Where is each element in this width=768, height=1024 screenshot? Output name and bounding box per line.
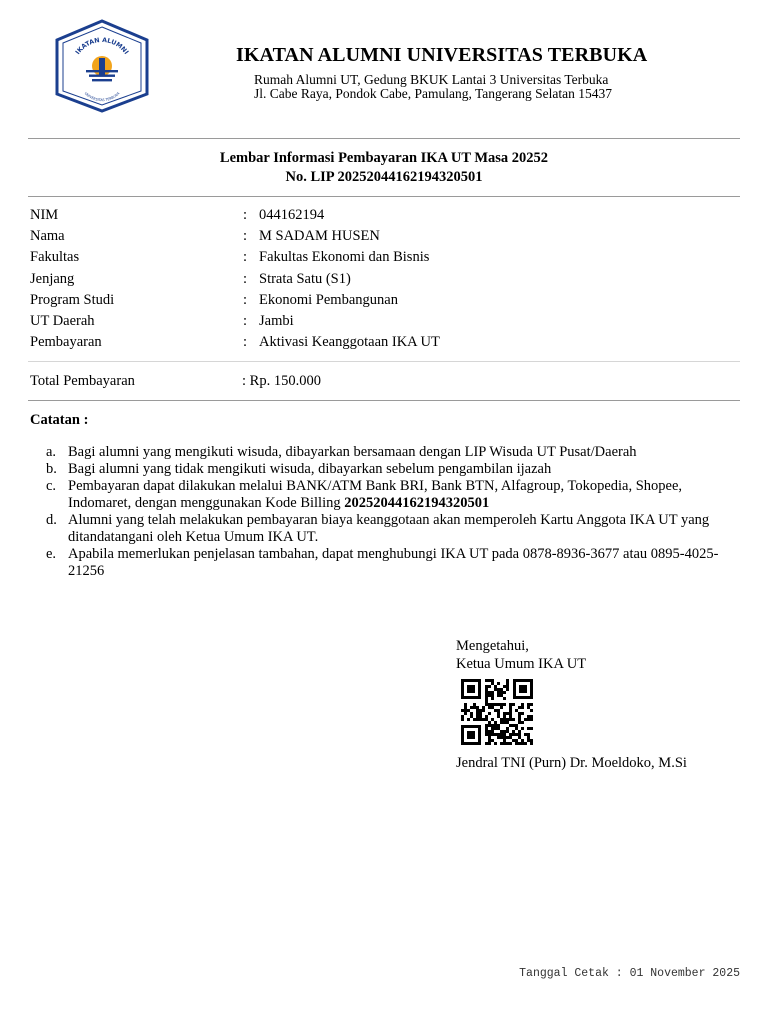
list-item (46, 461, 736, 478)
billing-code: 20252044162194320501 (344, 495, 490, 511)
ika-ut-logo-icon (52, 18, 152, 114)
note-text: Pembayaran dapat dilakukan melalui BANK/ATM Bank BRI, Bank BTN, Alfagroup, Tokopedia, Shopee, Indomaret, dengan menggunakan Kode Billing (68, 478, 683, 511)
info-label: NIM (30, 207, 59, 223)
info-label: Fakultas (30, 249, 80, 266)
info-colon: : (243, 207, 248, 223)
info-label: Jenjang (30, 270, 75, 287)
divider (28, 361, 740, 362)
info-value: Jambi (259, 312, 294, 329)
address-line-1: Rumah Alumni UT, Gedung BKUK Lantai 3 Universitas Terbuka (254, 72, 609, 87)
info-value: M SADAM HUSEN (259, 228, 380, 245)
note-letter: e. (46, 546, 57, 562)
info-value: Fakultas Ekonomi dan Bisnis (259, 249, 430, 266)
signer-name: Jendral TNI (Purn) Dr. Moeldoko, M.Si (456, 755, 687, 771)
list-item (46, 512, 736, 546)
notes-list (46, 444, 736, 580)
list-item (46, 478, 736, 512)
info-colon: : (243, 249, 248, 266)
note-text: Alumni yang telah melakukan pembayaran biaya keanggotaan akan memperoleh Kartu Anggota IKA UT yang ditandatangani oleh Ketua Umum IKA UT. (68, 512, 710, 545)
info-colon: : (243, 228, 248, 245)
logo-text-top: IKATAN ALUMNI (74, 36, 130, 56)
notes-title: Catatan : (30, 412, 89, 428)
logo-text-bottom: UNIVERSITAS TERBUKA (83, 91, 121, 103)
note-text: Bagi alumni yang mengikuti wisuda, dibayarkan bersamaan dengan LIP Wisuda UT Pusat/Daerah (68, 444, 637, 460)
print-date: Tanggal Cetak : 01 November 2025 (519, 967, 740, 980)
info-label: UT Daerah (30, 312, 95, 329)
note-letter: c. (46, 478, 57, 494)
info-colon: : (243, 270, 248, 287)
info-colon: : (243, 312, 248, 329)
info-value: Aktivasi Keanggotaan IKA UT (259, 334, 440, 351)
note-letter: a. (46, 444, 57, 460)
note-letter: b. (46, 461, 57, 477)
address-line-2: Jl. Cabe Raya, Pondok Cabe, Pamulang, Tangerang Selatan 15437 (254, 86, 612, 101)
info-label: Pembayaran (30, 334, 102, 351)
total-value: : Rp. 150.000 (242, 373, 321, 389)
info-label: Nama (30, 228, 65, 245)
organization-title: IKATAN ALUMNI UNIVERSITAS TERBUKA (236, 44, 648, 66)
divider (28, 400, 740, 401)
list-item (46, 444, 736, 461)
note-text: Apabila memerlukan penjelasan tambahan, dapat menghubungi IKA UT pada 0878-8936-3677 atau 0895-4025-21256 (68, 546, 719, 579)
divider (28, 138, 740, 139)
info-colon: : (243, 334, 248, 351)
signer-position: Ketua Umum IKA UT (456, 656, 587, 672)
list-item (46, 546, 736, 580)
info-value: 044162194 (259, 207, 325, 223)
total-payment (30, 373, 430, 393)
note-text: Bagi alumni yang tidak mengikuti wisuda, dibayarkan sebelum pengambilan ijazah (68, 461, 552, 477)
divider (28, 196, 740, 197)
qr-code-icon (461, 679, 533, 745)
acknowledged-label: Mengetahui, (456, 638, 529, 654)
document-title: Lembar Informasi Pembayaran IKA UT Masa 20252 (219, 150, 549, 166)
info-value: Strata Satu (S1) (259, 270, 351, 287)
info-value: Ekonomi Pembangunan (259, 291, 398, 308)
total-label: Total Pembayaran (30, 373, 135, 389)
lip-number: No. LIP 20252044162194320501 (285, 169, 483, 185)
info-label: Program Studi (30, 291, 115, 308)
note-letter: d. (46, 512, 57, 528)
info-colon: : (243, 291, 248, 308)
